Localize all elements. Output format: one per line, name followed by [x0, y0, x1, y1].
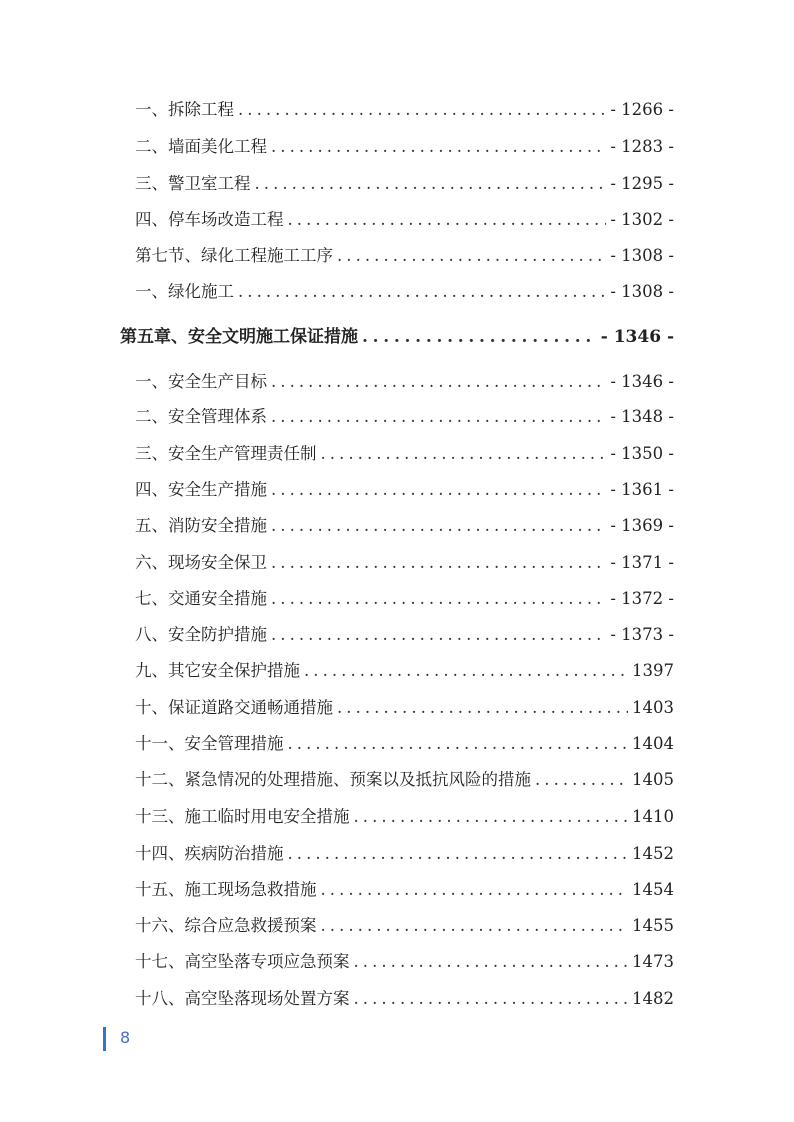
toc-entry[interactable]	[135, 621, 674, 645]
toc-entry-page: 1482	[632, 989, 674, 1008]
toc-entry-page: - 1302 -	[610, 210, 674, 229]
toc-entry[interactable]	[135, 440, 674, 464]
toc-entry-title: 六、现场安全保卫	[135, 553, 267, 572]
dot-leader	[271, 625, 606, 644]
toc-entry-title: 十三、施工临时用电安全措施	[135, 807, 350, 826]
toc-entry-title: 第七节、绿化工程施工工序	[135, 246, 333, 265]
dot-leader	[321, 444, 607, 463]
toc-entry-title: 十八、高空坠落现场处置方案	[135, 989, 350, 1008]
toc-entry-page: - 1371 -	[610, 553, 674, 572]
dot-leader	[271, 407, 606, 426]
toc-entry-page: - 1372 -	[610, 589, 674, 608]
toc-entry-title: 四、停车场改造工程	[135, 210, 284, 229]
toc-entry-title: 十七、高空坠落专项应急预案	[135, 952, 350, 971]
toc-entry-page: 1397	[632, 661, 674, 680]
dot-leader	[288, 844, 629, 863]
toc-entry[interactable]	[135, 476, 674, 500]
toc-entry-title: 九、其它安全保护措施	[135, 661, 300, 680]
toc-entry-title: 一、拆除工程	[135, 100, 234, 119]
dot-leader	[238, 282, 606, 301]
toc-entry[interactable]	[135, 170, 674, 194]
dot-leader	[271, 372, 606, 391]
dot-leader	[271, 516, 606, 535]
dot-leader	[288, 210, 607, 229]
toc-entry-page: - 1373 -	[610, 625, 674, 644]
toc-entry-title: 二、安全管理体系	[135, 407, 267, 426]
toc-entry[interactable]	[135, 403, 674, 427]
toc-entry-page: - 1361 -	[610, 480, 674, 499]
toc-entry-title: 七、交通安全措施	[135, 589, 267, 608]
page-number: 8	[120, 1028, 131, 1047]
dot-leader	[535, 770, 628, 789]
toc-entry[interactable]	[135, 840, 674, 864]
toc-entry[interactable]	[135, 985, 674, 1009]
dot-leader	[354, 952, 629, 971]
dot-leader	[354, 989, 629, 1008]
dot-leader	[354, 807, 629, 826]
toc-entry[interactable]	[135, 96, 674, 120]
toc-entry-title: 十五、施工现场急救措施	[135, 880, 317, 899]
toc-entry-title: 三、安全生产管理责任制	[135, 444, 317, 463]
toc-entry-page: - 1283 -	[610, 137, 674, 156]
toc-entry-page: 1410	[632, 807, 674, 826]
toc-entry-page: - 1348 -	[610, 407, 674, 426]
toc-entry[interactable]	[135, 278, 674, 302]
dot-leader	[337, 246, 606, 265]
toc-entry-title: 十、保证道路交通畅通措施	[135, 698, 333, 717]
toc-entry-title: 三、警卫室工程	[135, 174, 251, 193]
toc-entry[interactable]	[135, 242, 674, 266]
toc-entry-page: - 1295 -	[610, 174, 674, 193]
toc-entry-page: - 1350 -	[610, 444, 674, 463]
toc-entry-page: 1403	[632, 698, 674, 717]
toc-entry-page: 1473	[632, 952, 674, 971]
footer-accent-bar	[103, 1027, 106, 1051]
toc-entry-title: 十四、疾病防治措施	[135, 844, 284, 863]
toc-entry-page: - 1346 -	[610, 372, 674, 391]
toc-entry-title: 五、消防安全措施	[135, 516, 267, 535]
dot-leader	[362, 327, 597, 347]
toc-entry[interactable]	[135, 585, 674, 609]
toc-entry-title: 二、墙面美化工程	[135, 137, 267, 156]
toc-entry-page: - 1369 -	[610, 516, 674, 535]
toc-entry-page: 1452	[632, 844, 674, 863]
toc-entry[interactable]	[135, 512, 674, 536]
toc-entry-title: 十六、综合应急救援预案	[135, 916, 317, 935]
toc-entry-page: 1405	[632, 770, 674, 789]
toc-entry[interactable]	[135, 549, 674, 573]
dot-leader	[321, 916, 629, 935]
dot-leader	[271, 589, 606, 608]
toc-entry[interactable]	[135, 657, 674, 681]
dot-leader	[321, 880, 629, 899]
toc-entry-title: 一、绿化施工	[135, 282, 234, 301]
toc-entry[interactable]	[135, 948, 674, 972]
toc-entry-title: 八、安全防护措施	[135, 625, 267, 644]
toc-entry-page: 1455	[632, 916, 674, 935]
toc-entry-page: 1454	[632, 880, 674, 899]
dot-leader	[337, 698, 628, 717]
toc-entry[interactable]	[135, 766, 674, 790]
dot-leader	[304, 661, 628, 680]
dot-leader	[271, 480, 606, 499]
dot-leader	[238, 100, 606, 119]
dot-leader	[271, 137, 606, 156]
toc-entry[interactable]	[135, 730, 674, 754]
toc-entry-page: - 1308 -	[610, 246, 674, 265]
toc-entry[interactable]	[135, 912, 674, 936]
toc-entry-page: - 1308 -	[610, 282, 674, 301]
dot-leader	[255, 174, 607, 193]
toc-entry-title: 四、安全生产措施	[135, 480, 267, 499]
dot-leader	[271, 553, 606, 572]
dot-leader	[288, 734, 629, 753]
toc-entry[interactable]	[135, 133, 674, 157]
toc-entry[interactable]	[135, 876, 674, 900]
toc-entry[interactable]	[135, 694, 674, 718]
toc-entry-title: 十一、安全管理措施	[135, 734, 284, 753]
toc-entry[interactable]	[135, 368, 674, 392]
toc-chapter-entry[interactable]	[120, 322, 674, 346]
toc-entry[interactable]	[135, 206, 674, 230]
toc-entry-page: - 1266 -	[610, 100, 674, 119]
toc-entry-title: 十二、紧急情况的处理措施、预案以及抵抗风险的措施	[135, 770, 531, 789]
toc-entry-page: 1404	[632, 734, 674, 753]
toc-entry[interactable]	[135, 803, 674, 827]
toc-entry-page: - 1346 -	[600, 327, 674, 347]
toc-entry-title: 第五章、安全文明施工保证措施	[120, 327, 358, 347]
toc-entry-title: 一、安全生产目标	[135, 372, 267, 391]
